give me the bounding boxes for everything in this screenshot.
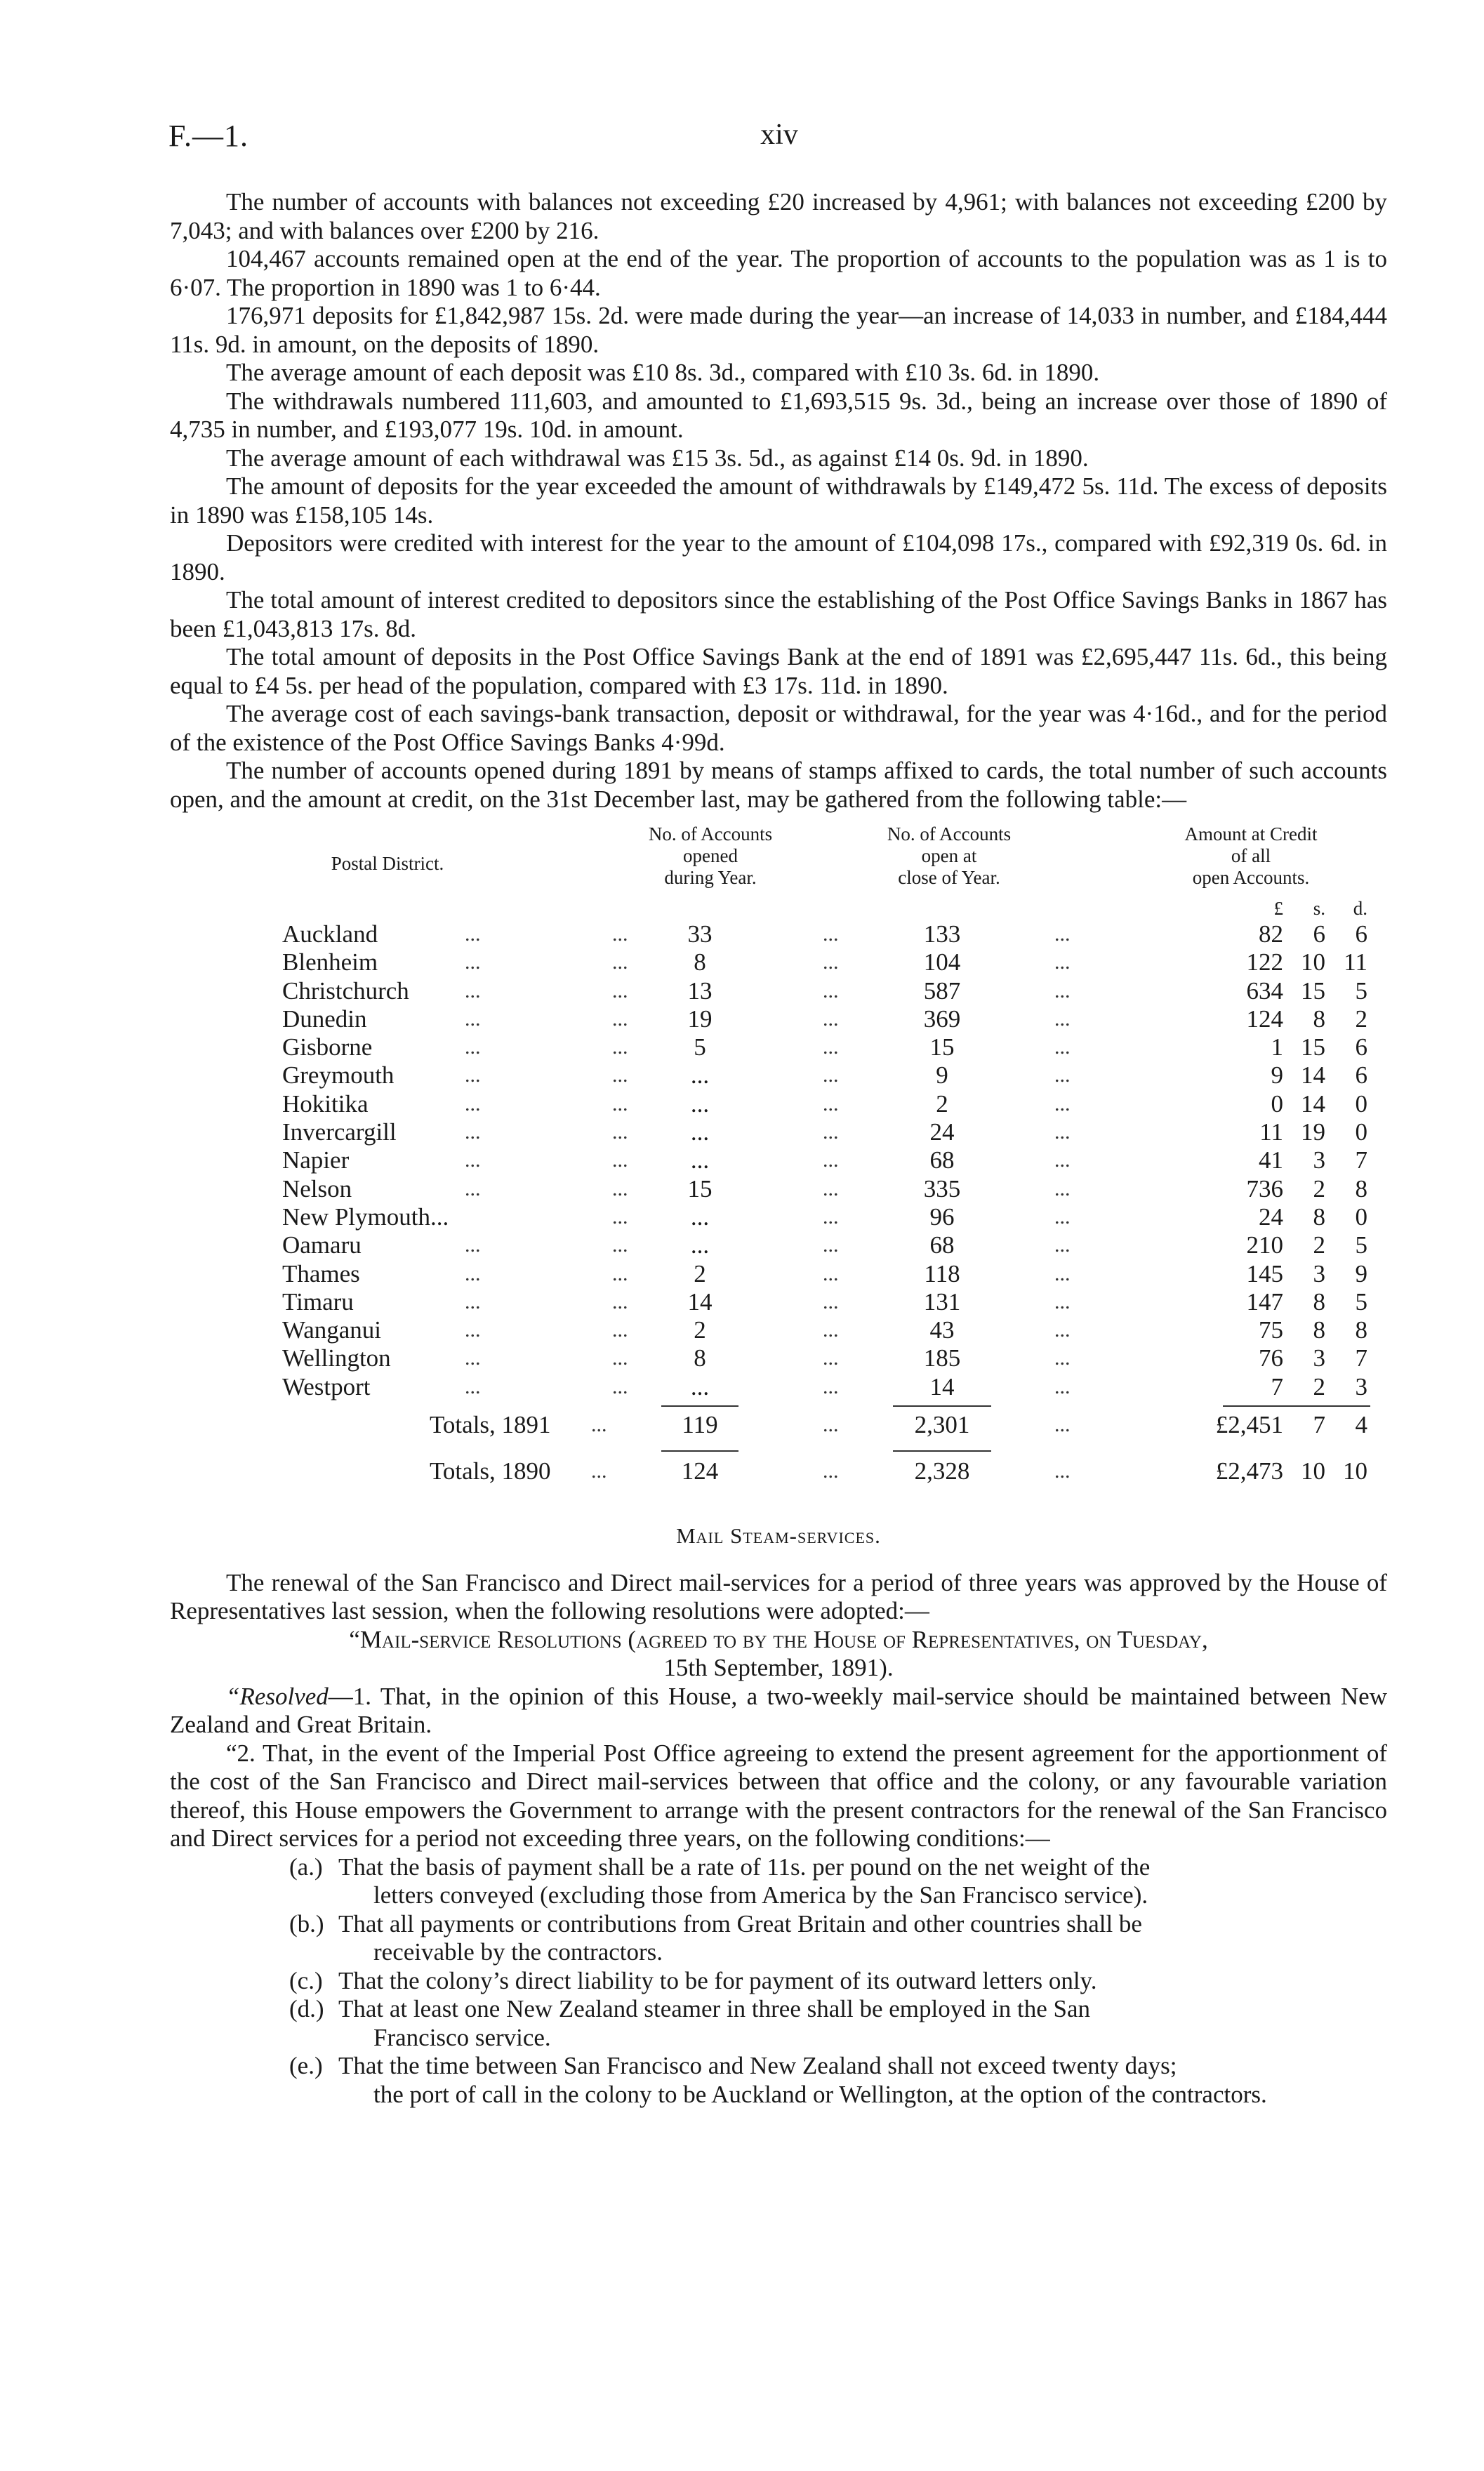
leader-dots: ... (612, 1177, 628, 1200)
leader-dots: ... (823, 1290, 839, 1313)
leader-dots: ... (612, 1120, 628, 1144)
totals-rule-row (170, 1401, 1387, 1411)
unit-shillings: s. (1313, 898, 1325, 919)
leader-dots: ... (1054, 1318, 1071, 1342)
leader-dots: ... (823, 922, 839, 946)
leader-dots: ... (1054, 922, 1071, 946)
amount-shillings: 10 (1301, 1457, 1325, 1485)
header-line: open Accounts. (1192, 867, 1310, 888)
district-name: Blenheim (282, 948, 378, 976)
accounts-opened: 15 (687, 1174, 713, 1203)
amount-pounds: 210 (1246, 1231, 1283, 1259)
district-name: Hokitika (282, 1089, 369, 1118)
unit-pence: d. (1353, 898, 1367, 919)
rule (661, 1405, 738, 1407)
paragraph: The number of accounts with balances not exceeding £20 increased by 4,961; with balances not exceeding £200 by 7,043; and with balances over £200 by 216. (170, 188, 1387, 244)
page-body (170, 188, 1387, 2109)
amount-pence: 5 (1355, 976, 1367, 1005)
conditions-list (170, 1853, 1387, 2109)
table-row (170, 1061, 1387, 1089)
amount-pounds: £2,451 (1215, 1411, 1283, 1439)
totals-open: 2,328 (914, 1457, 970, 1485)
accounts-opened: ... (690, 1061, 710, 1089)
table-row (170, 1118, 1387, 1146)
condition-text (338, 2052, 1387, 2109)
amount-pounds: 11 (1259, 1118, 1283, 1146)
header-line: during Year. (664, 867, 757, 888)
amount-shillings: 2 (1313, 1174, 1325, 1203)
accounts-open: 104 (923, 948, 961, 976)
amount-pence: 10 (1343, 1457, 1367, 1485)
amount-pounds: 122 (1246, 948, 1283, 976)
totals-label: Totals, 1891 (430, 1411, 551, 1439)
amount-shillings: 15 (1301, 1033, 1325, 1061)
amount-shillings: 3 (1313, 1259, 1325, 1287)
rule (1223, 1405, 1370, 1407)
leader-dots: ... (1054, 1205, 1071, 1228)
amount-pence: 8 (1355, 1316, 1367, 1344)
resolutions-title (170, 1626, 1387, 1683)
leader-dots: ... (823, 1120, 839, 1144)
condition-line: letters conveyed (excluding those from America by the San Francisco service). (373, 1881, 1148, 1909)
table-row (170, 1090, 1387, 1118)
leader-dots: ... (465, 1064, 481, 1087)
rule (661, 1450, 738, 1452)
leader-dots: ... (612, 1261, 628, 1285)
amount-pence: 5 (1355, 1287, 1367, 1316)
leader-dots: ... (612, 1148, 628, 1172)
condition-line: the port of call in the colony to be Auckland or Wellington, at the option of the contractors. (373, 2080, 1267, 2108)
accounts-opened: 5 (694, 1033, 706, 1061)
stamp-accounts-table (170, 823, 1387, 1497)
leader-dots: ... (823, 1177, 839, 1200)
condition-label: (c.) (289, 1966, 323, 1994)
amount-pence: 11 (1344, 948, 1367, 976)
leader-dots: ... (1054, 1290, 1071, 1313)
document-reference: F.—1. (168, 119, 249, 153)
page-header (168, 118, 1390, 160)
condition-item (289, 2052, 1387, 2109)
amount-pence: 2 (1355, 1005, 1367, 1033)
district-name: Oamaru (282, 1231, 362, 1259)
amount-pence: 3 (1355, 1372, 1367, 1400)
accounts-open: 133 (923, 920, 961, 948)
condition-line: That at least one New Zealand steamer in three shall be employed in the San (338, 1995, 1091, 2023)
condition-label: (a.) (289, 1853, 323, 1881)
amount-pence: 6 (1355, 1033, 1367, 1061)
rule (893, 1450, 991, 1452)
condition-item (289, 1995, 1387, 2052)
district-name: Auckland (282, 920, 378, 948)
amount-shillings: 8 (1313, 1005, 1325, 1033)
accounts-opened: ... (690, 1372, 710, 1400)
condition-text (338, 1995, 1387, 2052)
accounts-opened: 14 (687, 1287, 713, 1316)
amount-pounds: 145 (1246, 1259, 1283, 1287)
amount-shillings: 14 (1301, 1089, 1325, 1118)
accounts-open: 131 (923, 1287, 961, 1316)
table-row (170, 1316, 1387, 1344)
amount-pence: 0 (1355, 1118, 1367, 1146)
amount-pence: 5 (1355, 1231, 1367, 1259)
accounts-open: 118 (924, 1259, 960, 1287)
table-row (170, 1203, 1387, 1231)
accounts-opened: 2 (694, 1259, 706, 1287)
leader-dots: ... (1054, 1035, 1071, 1059)
table-row (170, 977, 1387, 1005)
accounts-open: 68 (929, 1231, 955, 1259)
leader-dots: ... (823, 1064, 839, 1087)
table-row (170, 1344, 1387, 1372)
table-row (170, 1005, 1387, 1033)
leader-dots: ... (1054, 1261, 1071, 1285)
amount-pounds: £2,473 (1215, 1457, 1283, 1485)
leader-dots: ... (1054, 1177, 1071, 1200)
district-name: Dunedin (282, 1005, 367, 1033)
accounts-open: 43 (929, 1316, 955, 1344)
leader-dots: ... (1054, 1148, 1071, 1172)
amount-shillings: 15 (1301, 976, 1325, 1005)
condition-text (338, 1853, 1387, 1910)
paragraph: The number of accounts opened during 1891 by means of stamps affixed to cards, the total number of such accounts open, and the amount at credit, on the 31st December last, may be gathered from the following table:— (170, 757, 1387, 813)
condition-line: Francisco service. (373, 2023, 551, 2051)
leader-dots: ... (823, 1035, 839, 1059)
leader-dots: ... (591, 1459, 607, 1483)
accounts-opened: ... (690, 1118, 710, 1146)
leader-dots: ... (1054, 1233, 1071, 1257)
leader-dots: ... (612, 1318, 628, 1342)
leader-dots: ... (1054, 1120, 1071, 1144)
unit-pounds: £ (1273, 898, 1283, 919)
leader-dots: ... (465, 1318, 481, 1342)
amount-pence: 0 (1355, 1089, 1367, 1118)
resolution-1 (170, 1683, 1387, 1740)
condition-item (289, 1967, 1387, 1996)
leader-dots: ... (1054, 1346, 1071, 1370)
amount-shillings: 2 (1313, 1372, 1325, 1400)
amount-pence: 7 (1355, 1344, 1367, 1372)
accounts-open: 24 (929, 1118, 955, 1146)
condition-line: receivable by the contractors. (373, 1938, 663, 1966)
leader-dots: ... (1054, 1413, 1071, 1437)
amount-pence: 0 (1355, 1203, 1367, 1231)
amount-pence: 4 (1355, 1411, 1367, 1439)
leader-dots: ... (823, 1092, 839, 1115)
table-row (170, 1175, 1387, 1203)
paragraph: Depositors were credited with interest for the year to the amount of £104,098 17s., compared with £92,319 0s. 6d. in 1890. (170, 529, 1387, 585)
table-body (170, 920, 1387, 1401)
accounts-open: 15 (929, 1033, 955, 1061)
district-name: Nelson (282, 1174, 352, 1203)
leader-dots: ... (612, 922, 628, 946)
amount-pounds: 9 (1271, 1061, 1283, 1089)
amount-pounds: 24 (1259, 1203, 1283, 1231)
amount-shillings: 10 (1301, 948, 1325, 976)
header-line: Amount at Credit (1184, 823, 1318, 844)
table-row (170, 1146, 1387, 1174)
leader-dots: ... (591, 1413, 607, 1437)
leader-dots: ... (823, 1459, 839, 1483)
paragraph: The total amount of deposits in the Post Office Savings Bank at the end of 1891 was £2,695,447 11s. 6d., this being equal to £4 5s. per head of the population, compared with £3 17s. 11d. in 1890. (170, 643, 1387, 699)
amount-pounds: 82 (1259, 920, 1283, 948)
district-name: Invercargill (282, 1118, 397, 1146)
leader-dots: ... (823, 1205, 839, 1228)
leader-dots: ... (1054, 950, 1071, 974)
paragraph: The total amount of interest credited to depositors since the establishing of the Post Office Savings Banks in 1867 has been £1,043,813 17s. 8d. (170, 586, 1387, 642)
leader-dots: ... (823, 1413, 839, 1437)
accounts-opened: 8 (694, 948, 706, 976)
accounts-open: 185 (923, 1344, 961, 1372)
condition-label: (b.) (289, 1909, 324, 1937)
paragraph: The average amount of each withdrawal was £15 3s. 5d., as against £14 0s. 9d. in 1890. (226, 444, 1089, 472)
resolutions-title-line: “Mail-service Resolutions (agreed to by the House of Representatives, on Tuesday, (349, 1625, 1208, 1653)
leader-dots: ... (823, 1233, 839, 1257)
table-row (170, 920, 1387, 948)
totals-1890-row (170, 1457, 1387, 1497)
leader-dots: ... (823, 1346, 839, 1370)
table-row (170, 1033, 1387, 1061)
amount-shillings: 3 (1313, 1146, 1325, 1174)
amount-pounds: 124 (1246, 1005, 1283, 1033)
district-name: Greymouth (282, 1061, 395, 1089)
resolved-label: “Resolved (226, 1682, 329, 1710)
leader-dots: ... (612, 1205, 628, 1228)
leader-dots: ... (1054, 1459, 1071, 1483)
leader-dots: ... (465, 1346, 481, 1370)
accounts-open: 335 (923, 1174, 961, 1203)
mail-intro-paragraph: The renewal of the San Francisco and Direct mail-services for a period of three years was approved by the House of Representatives last session, when the following resolutions were adopted:— (170, 1568, 1387, 1625)
amount-pounds: 1 (1271, 1033, 1283, 1061)
district-name: Gisborne (282, 1033, 373, 1061)
leader-dots: ... (465, 1233, 481, 1257)
district-name: Westport (282, 1372, 371, 1400)
leader-dots: ... (465, 979, 481, 1002)
leader-dots: ... (465, 1261, 481, 1285)
condition-line: That the colony’s direct liability to be for payment of its outward letters only. (338, 1966, 1097, 1994)
totals-1891-row (170, 1411, 1387, 1450)
amount-pounds: 7 (1271, 1372, 1283, 1400)
table-row (170, 1288, 1387, 1316)
accounts-open: 369 (923, 1005, 961, 1033)
district-name: Napier (282, 1146, 350, 1174)
totals-rule-row (170, 1450, 1387, 1457)
paragraph: 104,467 accounts remained open at the end of the year. The proportion of accounts to the population was as 1 is to 6·07. The proportion in 1890 was 1 to 6·44. (170, 245, 1387, 301)
leader-dots: ... (612, 1346, 628, 1370)
accounts-open: 2 (936, 1089, 948, 1118)
district-name: Christchurch (282, 976, 409, 1005)
leader-dots: ... (465, 1148, 481, 1172)
header-line: opened (683, 845, 738, 866)
totals-opened: 119 (682, 1411, 718, 1439)
leader-dots: ... (823, 1374, 839, 1398)
header-line: No. of Accounts (648, 823, 773, 844)
leader-dots: ... (465, 1007, 481, 1031)
resolution-2: “2. That, in the event of the Imperial Post Office agreeing to extend the present agreement for the apportionment of the cost of the San Francisco and Direct mail-services between that office and the colony, or any favourable variation thereof, this House empowers the Government to arrange with the present contractors for the renewal of the San Francisco and Direct services for a period not exceeding three years, on the following conditions:— (170, 1739, 1387, 1853)
paragraph: 176,971 deposits for £1,842,987 15s. 2d. were made during the year—an increase of 14,033 in number, and £184,444 11s. 9d. in amount, on the deposits of 1890. (170, 302, 1387, 358)
accounts-open: 587 (923, 976, 961, 1005)
amount-pounds: 76 (1259, 1344, 1283, 1372)
resolutions-title-line: 15th September, 1891). (663, 1654, 894, 1682)
leader-dots: ... (612, 1007, 628, 1031)
amount-pence: 8 (1355, 1174, 1367, 1203)
accounts-opened: 33 (687, 920, 713, 948)
amount-pence: 9 (1355, 1259, 1367, 1287)
condition-item (289, 1853, 1387, 1910)
leader-dots: ... (823, 950, 839, 974)
leader-dots: ... (823, 1261, 839, 1285)
table-row (170, 1231, 1387, 1259)
header-accounts-opened (619, 823, 802, 889)
leader-dots: ... (1054, 979, 1071, 1002)
accounts-open: 9 (936, 1061, 948, 1089)
district-name: Timaru (282, 1287, 354, 1316)
accounts-open: 68 (929, 1146, 955, 1174)
section-heading-mail-steam-services: Mail Steam-services. (676, 1523, 881, 1549)
district-name: Wellington (282, 1344, 391, 1372)
rule (893, 1405, 991, 1407)
paragraph: The average cost of each savings-bank transaction, deposit or withdrawal, for the year was 4·16d., and for the period of the existence of the Post Office Savings Banks 4·99d. (170, 700, 1387, 756)
leader-dots: ... (612, 1035, 628, 1059)
district-name: New Plymouth... (282, 1203, 449, 1231)
header-line: of all (1231, 845, 1271, 866)
leader-dots: ... (612, 979, 628, 1002)
leader-dots: ... (1054, 1007, 1071, 1031)
amount-pence: 6 (1355, 920, 1367, 948)
leader-dots: ... (465, 1120, 481, 1144)
amount-shillings: 3 (1313, 1344, 1325, 1372)
paragraph: The average amount of each deposit was £10 8s. 3d., compared with £10 3s. 6d. in 1890. (226, 359, 1100, 386)
leader-dots: ... (465, 1177, 481, 1200)
accounts-opened: ... (690, 1146, 710, 1174)
amount-pounds: 147 (1246, 1287, 1283, 1316)
accounts-opened: 8 (694, 1344, 706, 1372)
statistics-paragraphs (170, 188, 1387, 814)
accounts-opened: ... (690, 1089, 710, 1118)
leader-dots: ... (612, 1233, 628, 1257)
amount-shillings: 14 (1301, 1061, 1325, 1089)
amount-pounds: 0 (1271, 1089, 1283, 1118)
page-number: xiv (760, 119, 798, 151)
condition-text (338, 1910, 1387, 1967)
amount-shillings: 2 (1313, 1231, 1325, 1259)
amount-pence: 6 (1355, 1061, 1367, 1089)
condition-line: That all payments or contributions from Great Britain and other countries shall be (338, 1909, 1142, 1937)
leader-dots: ... (1054, 1064, 1071, 1087)
leader-dots: ... (823, 1318, 839, 1342)
table-row (170, 948, 1387, 976)
accounts-open: 96 (929, 1203, 955, 1231)
header-line: open at (921, 845, 977, 866)
condition-label: (d.) (289, 1995, 324, 2023)
district-name: Wanganui (282, 1316, 382, 1344)
header-postal-district: Postal District. (331, 853, 444, 874)
accounts-opened: 2 (694, 1316, 706, 1344)
leader-dots: ... (465, 950, 481, 974)
leader-dots: ... (465, 922, 481, 946)
accounts-opened: 19 (687, 1005, 713, 1033)
condition-label: (e.) (289, 2052, 323, 2080)
leader-dots: ... (612, 950, 628, 974)
totals-open: 2,301 (914, 1411, 970, 1439)
header-accounts-open (858, 823, 1040, 889)
leader-dots: ... (823, 979, 839, 1002)
accounts-opened: ... (690, 1231, 710, 1259)
amount-shillings: 6 (1313, 920, 1325, 948)
leader-dots: ... (823, 1148, 839, 1172)
amount-shillings: 8 (1313, 1203, 1325, 1231)
accounts-opened: 13 (687, 976, 713, 1005)
amount-shillings: 8 (1313, 1316, 1325, 1344)
condition-line: That the basis of payment shall be a rate of 11s. per pound on the net weight of the (338, 1853, 1151, 1881)
leader-dots: ... (1054, 1092, 1071, 1115)
header-amount-credit (1132, 823, 1370, 889)
condition-item (289, 1910, 1387, 1967)
condition-text (338, 1967, 1387, 1996)
resolution-1-text: —1. That, in the opinion of this House, a two-weekly mail-service should be maintained between New Zealand and Great Britain. (170, 1682, 1387, 1739)
header-line: No. of Accounts (887, 823, 1012, 844)
amount-pounds: 75 (1259, 1316, 1283, 1344)
amount-pence: 7 (1355, 1146, 1367, 1174)
paragraph: The withdrawals numbered 111,603, and amounted to £1,693,515 9s. 3d., being an increase over those of 1890 of 4,735 in number, and £193,077 19s. 10d. in amount. (170, 387, 1387, 443)
table-row (170, 1373, 1387, 1401)
header-line: close of Year. (898, 867, 1000, 888)
table-header (170, 823, 1387, 920)
amount-pounds: 41 (1259, 1146, 1283, 1174)
amount-pounds: 736 (1246, 1174, 1283, 1203)
table-row (170, 1260, 1387, 1288)
totals-label: Totals, 1890 (430, 1457, 551, 1485)
paragraph: The amount of deposits for the year exceeded the amount of withdrawals by £149,472 5s. 11d. The excess of deposits in 1890 was £158,105 14s. (170, 472, 1387, 529)
amount-pounds: 634 (1246, 976, 1283, 1005)
totals-opened: 124 (681, 1457, 719, 1485)
leader-dots: ... (465, 1374, 481, 1398)
leader-dots: ... (465, 1092, 481, 1115)
leader-dots: ... (823, 1007, 839, 1031)
amount-shillings: 19 (1301, 1118, 1325, 1146)
leader-dots: ... (465, 1035, 481, 1059)
accounts-opened: ... (690, 1203, 710, 1231)
leader-dots: ... (465, 1290, 481, 1313)
leader-dots: ... (612, 1092, 628, 1115)
accounts-open: 14 (929, 1372, 955, 1400)
leader-dots: ... (612, 1374, 628, 1398)
amount-shillings: 7 (1313, 1411, 1325, 1439)
amount-shillings: 8 (1313, 1287, 1325, 1316)
leader-dots: ... (1054, 1374, 1071, 1398)
district-name: Thames (282, 1259, 360, 1287)
leader-dots: ... (612, 1064, 628, 1087)
leader-dots: ... (612, 1290, 628, 1313)
condition-line: That the time between San Francisco and New Zealand shall not exceed twenty days; (338, 2052, 1177, 2080)
